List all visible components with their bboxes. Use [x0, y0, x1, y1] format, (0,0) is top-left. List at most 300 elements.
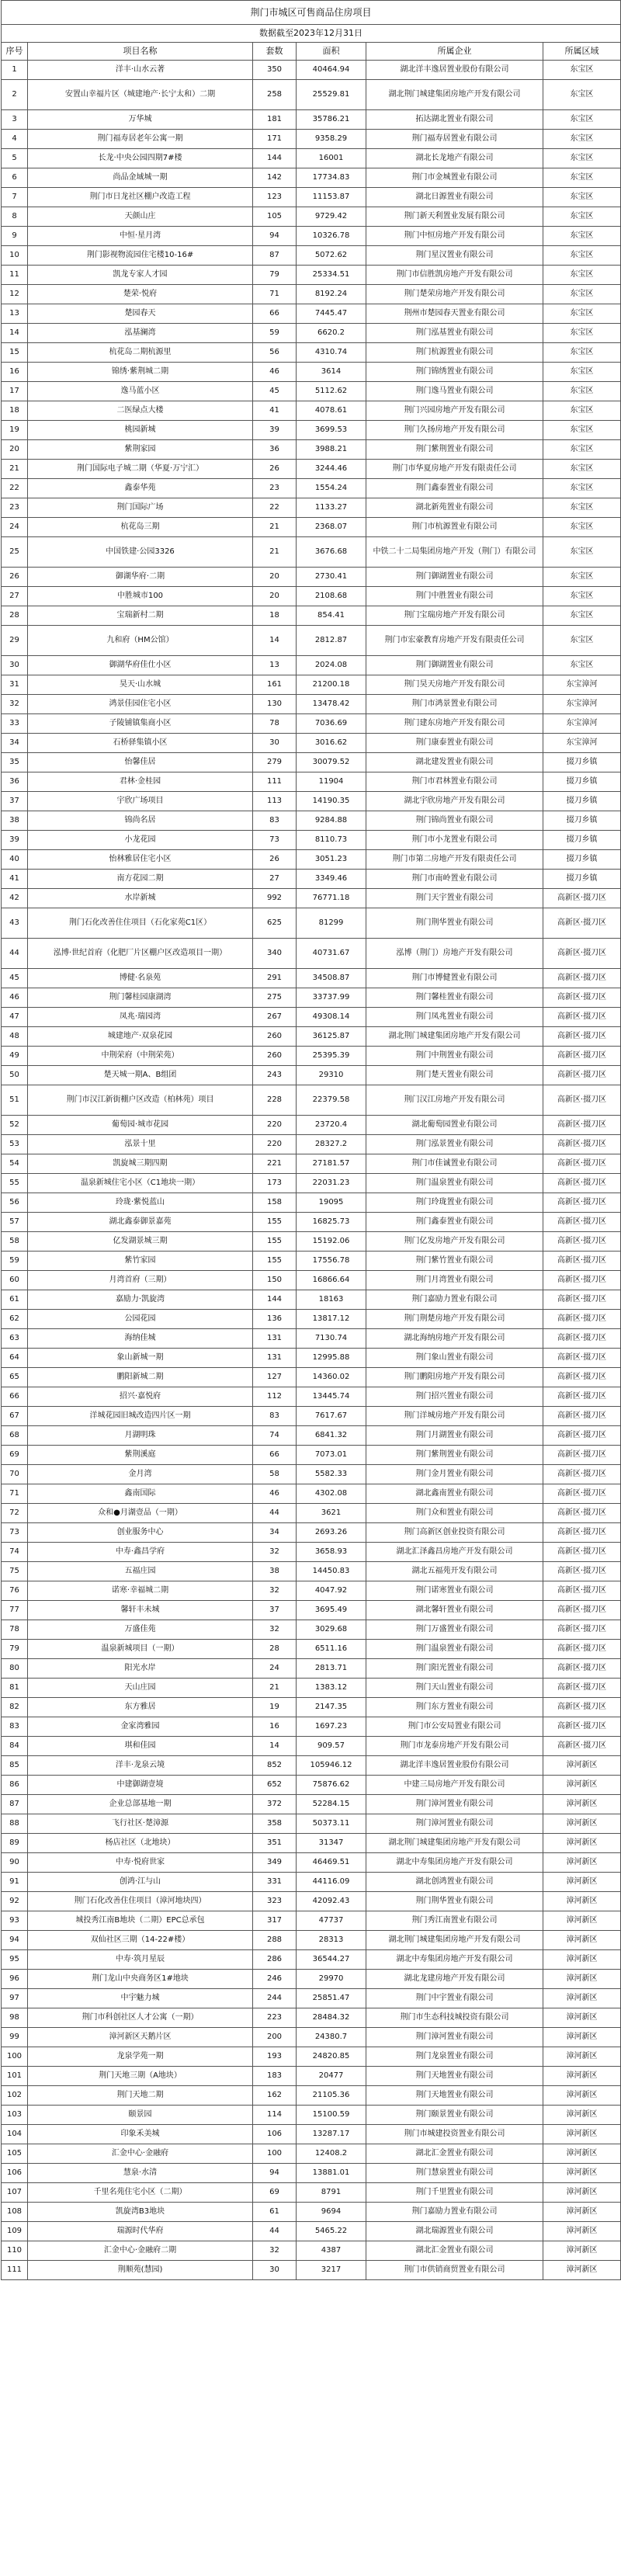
- table-row: [2, 460, 621, 479]
- unit-count: 193: [253, 2047, 297, 2067]
- district-name: 东宝漳河: [543, 714, 621, 734]
- project-name: 锦绣·紫荆城二期: [28, 363, 253, 382]
- district-name: 漳河新区: [543, 2125, 621, 2144]
- unit-count: 66: [253, 304, 297, 324]
- district-name: 东宝区: [543, 324, 621, 343]
- floor-area: 7130.74: [297, 1329, 366, 1349]
- company-name: 湖北洋丰逸居置业股份有限公司: [366, 1756, 543, 1776]
- row-number: 14: [2, 324, 28, 343]
- project-name: 馨轩丰未城: [28, 1601, 253, 1620]
- row-number: 26: [2, 568, 28, 587]
- unit-count: 111: [253, 772, 297, 792]
- unit-count: 105: [253, 207, 297, 227]
- company-name: 荆门锦绣置业有限公司: [366, 363, 543, 382]
- district-name: 东宝区: [543, 246, 621, 266]
- floor-area: 13445.74: [297, 1387, 366, 1407]
- project-name: 天山庄园: [28, 1679, 253, 1698]
- unit-count: 20: [253, 568, 297, 587]
- table-row: [2, 1698, 621, 1717]
- company-name: 湖北新苑置业有限公司: [366, 498, 543, 518]
- row-number: 77: [2, 1601, 28, 1620]
- table-row: [2, 1737, 621, 1756]
- project-name: 凯旋城三期四期: [28, 1154, 253, 1174]
- company-name: 荆门高新区创业投资有限公司: [366, 1523, 543, 1543]
- floor-area: 14450.83: [297, 1562, 366, 1581]
- floor-area: 13478.42: [297, 695, 366, 714]
- project-name: 飞行社区·楚漳源: [28, 1814, 253, 1834]
- unit-count: 258: [253, 80, 297, 110]
- unit-count: 30: [253, 734, 297, 753]
- unit-count: 161: [253, 675, 297, 695]
- table-row: [2, 2047, 621, 2067]
- header-row: [2, 43, 621, 61]
- unit-count: 32: [253, 1543, 297, 1562]
- floor-area: 36544.27: [297, 1950, 366, 1970]
- floor-area: 40731.67: [297, 939, 366, 969]
- project-name: 锦尚名居: [28, 811, 253, 831]
- company-name: 荆门市佳诚置业有限公司: [366, 1154, 543, 1174]
- company-name: 荆门颐景置业有限公司: [366, 2106, 543, 2125]
- table-row: [2, 753, 621, 772]
- floor-area: 49308.14: [297, 1008, 366, 1027]
- floor-area: 17556.78: [297, 1252, 366, 1271]
- company-name: 荆门天地置业有限公司: [366, 2067, 543, 2086]
- company-name: 荆门馨桂置业有限公司: [366, 988, 543, 1008]
- row-number: 109: [2, 2222, 28, 2241]
- row-number: 78: [2, 1620, 28, 1640]
- unit-count: 340: [253, 939, 297, 969]
- company-name: 湖北日源置业有限公司: [366, 188, 543, 207]
- district-name: 东宝区: [543, 207, 621, 227]
- district-name: 漳河新区: [543, 2047, 621, 2067]
- floor-area: 3029.68: [297, 1620, 366, 1640]
- district-name: 东宝区: [543, 460, 621, 479]
- project-name: 水岸新城: [28, 889, 253, 908]
- row-number: 94: [2, 1931, 28, 1950]
- project-name: 阳光水岸: [28, 1659, 253, 1679]
- company-name: 荆门嘉励力置业有限公司: [366, 2203, 543, 2222]
- district-name: 漳河新区: [543, 2203, 621, 2222]
- company-name: 荆州市楚园春天置业有限公司: [366, 304, 543, 324]
- district-name: 高新区·掇刀区: [543, 1271, 621, 1290]
- district-name: 漳河新区: [543, 2241, 621, 2261]
- company-name: 泓博（荆门）房地产开发有限公司: [366, 939, 543, 969]
- floor-area: 21105.36: [297, 2086, 366, 2106]
- unit-count: 66: [253, 1446, 297, 1465]
- table-row: [2, 568, 621, 587]
- district-name: 东宝区: [543, 130, 621, 149]
- project-name: 创鸿·江与山: [28, 1873, 253, 1892]
- district-name: 高新区·掇刀区: [543, 1717, 621, 1737]
- unit-count: 150: [253, 1271, 297, 1290]
- project-name: 鑫南国际: [28, 1484, 253, 1504]
- table-row: [2, 870, 621, 889]
- table-row: [2, 440, 621, 460]
- company-name: 荆门漳河置业有限公司: [366, 1795, 543, 1814]
- company-name: 荆门昊天房地产开发有限公司: [366, 675, 543, 695]
- project-name: 瑞源时代华府: [28, 2222, 253, 2241]
- company-name: 荆门诺寒置业有限公司: [366, 1581, 543, 1601]
- company-name: 荆门众和置业有限公司: [366, 1504, 543, 1523]
- company-name: 荆门宝瑞房地产开发有限公司: [366, 606, 543, 626]
- unit-count: 87: [253, 246, 297, 266]
- company-name: 荆门建东房地产开发有限公司: [366, 714, 543, 734]
- table-row: [2, 1834, 621, 1853]
- table-row: [2, 421, 621, 440]
- row-number: 105: [2, 2144, 28, 2164]
- unit-count: 22: [253, 498, 297, 518]
- company-name: 湖北汇金置业有限公司: [366, 2241, 543, 2261]
- unit-count: 79: [253, 266, 297, 285]
- floor-area: 25334.51: [297, 266, 366, 285]
- table-row: [2, 518, 621, 537]
- unit-count: 46: [253, 1484, 297, 1504]
- district-name: 东宝漳河: [543, 695, 621, 714]
- district-name: 高新区·掇刀区: [543, 1027, 621, 1047]
- unit-count: 220: [253, 1135, 297, 1154]
- row-number: 28: [2, 606, 28, 626]
- row-number: 57: [2, 1213, 28, 1232]
- row-number: 106: [2, 2164, 28, 2183]
- district-name: 高新区·掇刀区: [543, 1543, 621, 1562]
- unit-count: 13: [253, 656, 297, 675]
- unit-count: 24: [253, 1659, 297, 1679]
- district-name: 东宝区: [543, 285, 621, 304]
- project-name: 紫荆溪庭: [28, 1446, 253, 1465]
- company-name: 荆门楚荣房地产开发有限公司: [366, 285, 543, 304]
- floor-area: 22379.58: [297, 1085, 366, 1116]
- unit-count: 173: [253, 1174, 297, 1193]
- row-number: 7: [2, 188, 28, 207]
- row-number: 97: [2, 1989, 28, 2008]
- company-name: 荆门荆华置业有限公司: [366, 908, 543, 939]
- row-number: 20: [2, 440, 28, 460]
- company-name: 荆门慧泉置业有限公司: [366, 2164, 543, 2183]
- project-name: 凯旋湾B3地块: [28, 2203, 253, 2222]
- table-row: [2, 1290, 621, 1310]
- row-number: 45: [2, 969, 28, 988]
- project-name: 鑫泰华苑: [28, 479, 253, 498]
- unit-count: 144: [253, 149, 297, 168]
- company-name: 荆门杭源置业有限公司: [366, 343, 543, 363]
- project-name: 博健·名泉苑: [28, 969, 253, 988]
- floor-area: 5072.62: [297, 246, 366, 266]
- table-row: [2, 1581, 621, 1601]
- row-number: 39: [2, 831, 28, 850]
- project-name: 玲珑·紫悦蓝山: [28, 1193, 253, 1213]
- district-name: 东宝区: [543, 401, 621, 421]
- company-name: 荆门福寿居置业有限公司: [366, 130, 543, 149]
- company-name: 荆门中恒房地产开发有限公司: [366, 227, 543, 246]
- project-name: 泓博·世纪首府（化肥厂片区棚户区改造项目一期）: [28, 939, 253, 969]
- row-number: 86: [2, 1776, 28, 1795]
- district-name: 东宝区: [543, 587, 621, 606]
- row-number: 110: [2, 2241, 28, 2261]
- unit-count: 106: [253, 2125, 297, 2144]
- row-number: 33: [2, 714, 28, 734]
- unit-count: 16: [253, 1717, 297, 1737]
- row-number: 81: [2, 1679, 28, 1698]
- table-row: [2, 1387, 621, 1407]
- row-number: 52: [2, 1116, 28, 1135]
- unit-count: 155: [253, 1213, 297, 1232]
- floor-area: 81299: [297, 908, 366, 939]
- table-row: [2, 1814, 621, 1834]
- company-name: 拓达湖北置业有限公司: [366, 110, 543, 130]
- table-row: [2, 1349, 621, 1368]
- unit-count: 131: [253, 1349, 297, 1368]
- floor-area: 11904: [297, 772, 366, 792]
- row-number: 69: [2, 1446, 28, 1465]
- table-row: [2, 61, 621, 80]
- floor-area: 3217: [297, 2261, 366, 2280]
- unit-count: 78: [253, 714, 297, 734]
- floor-area: 14190.35: [297, 792, 366, 811]
- project-name: 昊天·山水城: [28, 675, 253, 695]
- district-name: 高新区·掇刀区: [543, 1679, 621, 1698]
- company-name: 湖北汇金置业有限公司: [366, 2144, 543, 2164]
- table-row: [2, 1504, 621, 1523]
- district-name: 掇刀乡镇: [543, 850, 621, 870]
- floor-area: 13817.12: [297, 1310, 366, 1329]
- table-row: [2, 1193, 621, 1213]
- district-name: 高新区·掇刀区: [543, 1581, 621, 1601]
- company-name: 荆门月湖置业有限公司: [366, 1426, 543, 1446]
- row-number: 23: [2, 498, 28, 518]
- row-number: 55: [2, 1174, 28, 1193]
- unit-count: 27: [253, 870, 297, 889]
- row-number: 13: [2, 304, 28, 324]
- company-name: 湖北洋丰逸居置业股份有限公司: [366, 61, 543, 80]
- unit-count: 61: [253, 2203, 297, 2222]
- table-row: [2, 2144, 621, 2164]
- district-name: 漳河新区: [543, 2183, 621, 2203]
- table-row: [2, 207, 621, 227]
- table-row: [2, 266, 621, 285]
- table-row: [2, 1989, 621, 2008]
- unit-count: 243: [253, 1066, 297, 1085]
- project-name: 荆门石化改善住住项目（石化家苑C1区）: [28, 908, 253, 939]
- table-row: [2, 969, 621, 988]
- table-row: [2, 1465, 621, 1484]
- unit-count: 123: [253, 188, 297, 207]
- table-row: [2, 1717, 621, 1737]
- row-number: 98: [2, 2008, 28, 2028]
- unit-count: 74: [253, 1426, 297, 1446]
- company-name: 荆门康泰置业有限公司: [366, 734, 543, 753]
- table-row: [2, 2203, 621, 2222]
- unit-count: 246: [253, 1970, 297, 1989]
- table-row: [2, 695, 621, 714]
- project-name: 颐景园: [28, 2106, 253, 2125]
- unit-count: 58: [253, 1465, 297, 1484]
- company-name: 荆门市供销商贸置业有限公司: [366, 2261, 543, 2280]
- floor-area: 15192.06: [297, 1232, 366, 1252]
- unit-count: 244: [253, 1989, 297, 2008]
- table-row: [2, 675, 621, 695]
- row-number: 22: [2, 479, 28, 498]
- unit-count: 625: [253, 908, 297, 939]
- floor-area: 31347: [297, 1834, 366, 1853]
- company-name: 荆门凤兆置业有限公司: [366, 1008, 543, 1027]
- district-name: 漳河新区: [543, 1892, 621, 1911]
- table-row: [2, 498, 621, 518]
- district-name: 漳河新区: [543, 1853, 621, 1873]
- project-name: 月湾首府（三期）: [28, 1271, 253, 1290]
- project-name: 中寿·筑月星辰: [28, 1950, 253, 1970]
- company-name: 荆门招兴置业有限公司: [366, 1387, 543, 1407]
- row-number: 30: [2, 656, 28, 675]
- unit-count: 220: [253, 1116, 297, 1135]
- floor-area: 2024.08: [297, 656, 366, 675]
- unit-count: 94: [253, 227, 297, 246]
- project-name: 杨店社区（北地块）: [28, 1834, 253, 1853]
- floor-area: 3244.46: [297, 460, 366, 479]
- project-name: 逸马蓝小区: [28, 382, 253, 401]
- unit-count: 37: [253, 1601, 297, 1620]
- company-name: 荆门新天利置业发展有限公司: [366, 207, 543, 227]
- floor-area: 4078.61: [297, 401, 366, 421]
- project-name: 漳河新区天鹅片区: [28, 2028, 253, 2047]
- unit-count: 83: [253, 811, 297, 831]
- floor-area: 30079.52: [297, 753, 366, 772]
- row-number: 54: [2, 1154, 28, 1174]
- floor-area: 2812.87: [297, 626, 366, 656]
- table-row: [2, 2164, 621, 2183]
- table-row: [2, 850, 621, 870]
- unit-count: 71: [253, 285, 297, 304]
- project-name: 汇金中心·金融府二期: [28, 2241, 253, 2261]
- district-name: 掇刀乡镇: [543, 831, 621, 850]
- project-name: 荆门石化改善住住项目（漳河地块四）: [28, 1892, 253, 1911]
- floor-area: 105946.12: [297, 1756, 366, 1776]
- project-name: 宇欣广场项目: [28, 792, 253, 811]
- district-name: 掇刀乡镇: [543, 870, 621, 889]
- table-row: [2, 831, 621, 850]
- floor-area: 35786.21: [297, 110, 366, 130]
- company-name: 荆门千里置业有限公司: [366, 2183, 543, 2203]
- company-name: 湖北宇欣房地产开发有限公司: [366, 792, 543, 811]
- district-name: 高新区·掇刀区: [543, 988, 621, 1008]
- row-number: 59: [2, 1252, 28, 1271]
- project-name: 象山新城一期: [28, 1349, 253, 1368]
- row-number: 43: [2, 908, 28, 939]
- unit-count: 19: [253, 1698, 297, 1717]
- row-number: 44: [2, 939, 28, 969]
- row-number: 1: [2, 61, 28, 80]
- floor-area: 12408.2: [297, 2144, 366, 2164]
- floor-area: 29310: [297, 1066, 366, 1085]
- table-row: [2, 988, 621, 1008]
- district-name: 东宝区: [543, 656, 621, 675]
- row-number: 85: [2, 1756, 28, 1776]
- district-name: 东宝区: [543, 498, 621, 518]
- company-name: 荆门市生态科技城投资有限公司: [366, 2008, 543, 2028]
- company-name: 荆门鑫泰置业有限公司: [366, 1213, 543, 1232]
- project-name: 荆门龙山中央商务区1#地块: [28, 1970, 253, 1989]
- project-name: 东方雅居: [28, 1698, 253, 1717]
- district-name: 东宝区: [543, 110, 621, 130]
- row-number: 24: [2, 518, 28, 537]
- table-row: [2, 2067, 621, 2086]
- district-name: 东宝区: [543, 304, 621, 324]
- unit-count: 221: [253, 1154, 297, 1174]
- unit-count: 267: [253, 1008, 297, 1027]
- project-name: 安置山幸福片区（城建地产·长宁太和）二期: [28, 80, 253, 110]
- table-row: [2, 1873, 621, 1892]
- unit-count: 34: [253, 1523, 297, 1543]
- project-name: 印象禾美城: [28, 2125, 253, 2144]
- table-row: [2, 1776, 621, 1795]
- project-name: 凯龙专家人才园: [28, 266, 253, 285]
- table-row: [2, 188, 621, 207]
- district-name: 东宝区: [543, 479, 621, 498]
- table-row: [2, 772, 621, 792]
- project-name: 荆门市科创社区人才公寓（一期）: [28, 2008, 253, 2028]
- table-row: [2, 1174, 621, 1193]
- floor-area: 28313: [297, 1931, 366, 1950]
- district-name: 高新区·掇刀区: [543, 1193, 621, 1213]
- unit-count: 317: [253, 1911, 297, 1931]
- project-name: 汇金中心·金融府: [28, 2144, 253, 2164]
- table-row: [2, 1756, 621, 1776]
- unit-count: 83: [253, 1407, 297, 1426]
- district-name: 漳河新区: [543, 2086, 621, 2106]
- project-name: 小龙花园: [28, 831, 253, 850]
- row-number: 56: [2, 1193, 28, 1213]
- table-row: [2, 382, 621, 401]
- unit-count: 41: [253, 401, 297, 421]
- district-name: 高新区·掇刀区: [543, 1066, 621, 1085]
- table-row: [2, 1116, 621, 1135]
- unit-count: 14: [253, 626, 297, 656]
- unit-count: 36: [253, 440, 297, 460]
- company-name: 荆门市信胜凯房地产开发有限公司: [366, 266, 543, 285]
- district-name: 漳河新区: [543, 1911, 621, 1931]
- district-name: 高新区·掇刀区: [543, 1232, 621, 1252]
- floor-area: 854.41: [297, 606, 366, 626]
- floor-area: 40464.94: [297, 61, 366, 80]
- table-row: [2, 1950, 621, 1970]
- row-number: 36: [2, 772, 28, 792]
- floor-area: 2693.26: [297, 1523, 366, 1543]
- company-name: 荆门市杭源置业有限公司: [366, 518, 543, 537]
- floor-area: 7073.01: [297, 1446, 366, 1465]
- table-row: [2, 1368, 621, 1387]
- unit-count: 44: [253, 1504, 297, 1523]
- floor-area: 2108.68: [297, 587, 366, 606]
- table-row: [2, 1154, 621, 1174]
- company-name: 湖北中寿集团房地产开发有限公司: [366, 1950, 543, 1970]
- project-name: 城投秀江南B地块（二期）EPC总承包: [28, 1911, 253, 1931]
- table-row: [2, 2183, 621, 2203]
- floor-area: 3621: [297, 1504, 366, 1523]
- unit-count: 992: [253, 889, 297, 908]
- unit-count: 131: [253, 1329, 297, 1349]
- company-name: 荆门天地置业有限公司: [366, 2086, 543, 2106]
- project-name: 中寿·悦府世家: [28, 1853, 253, 1873]
- project-name: 紫荆家园: [28, 440, 253, 460]
- district-name: 漳河新区: [543, 1970, 621, 1989]
- project-name: 荆顺苑(慧园): [28, 2261, 253, 2280]
- column-header-no: 序号: [2, 43, 28, 61]
- unit-count: 20: [253, 587, 297, 606]
- table-row: [2, 1329, 621, 1349]
- district-name: 高新区·掇刀区: [543, 1154, 621, 1174]
- district-name: 高新区·掇刀区: [543, 908, 621, 939]
- row-number: 29: [2, 626, 28, 656]
- row-number: 60: [2, 1271, 28, 1290]
